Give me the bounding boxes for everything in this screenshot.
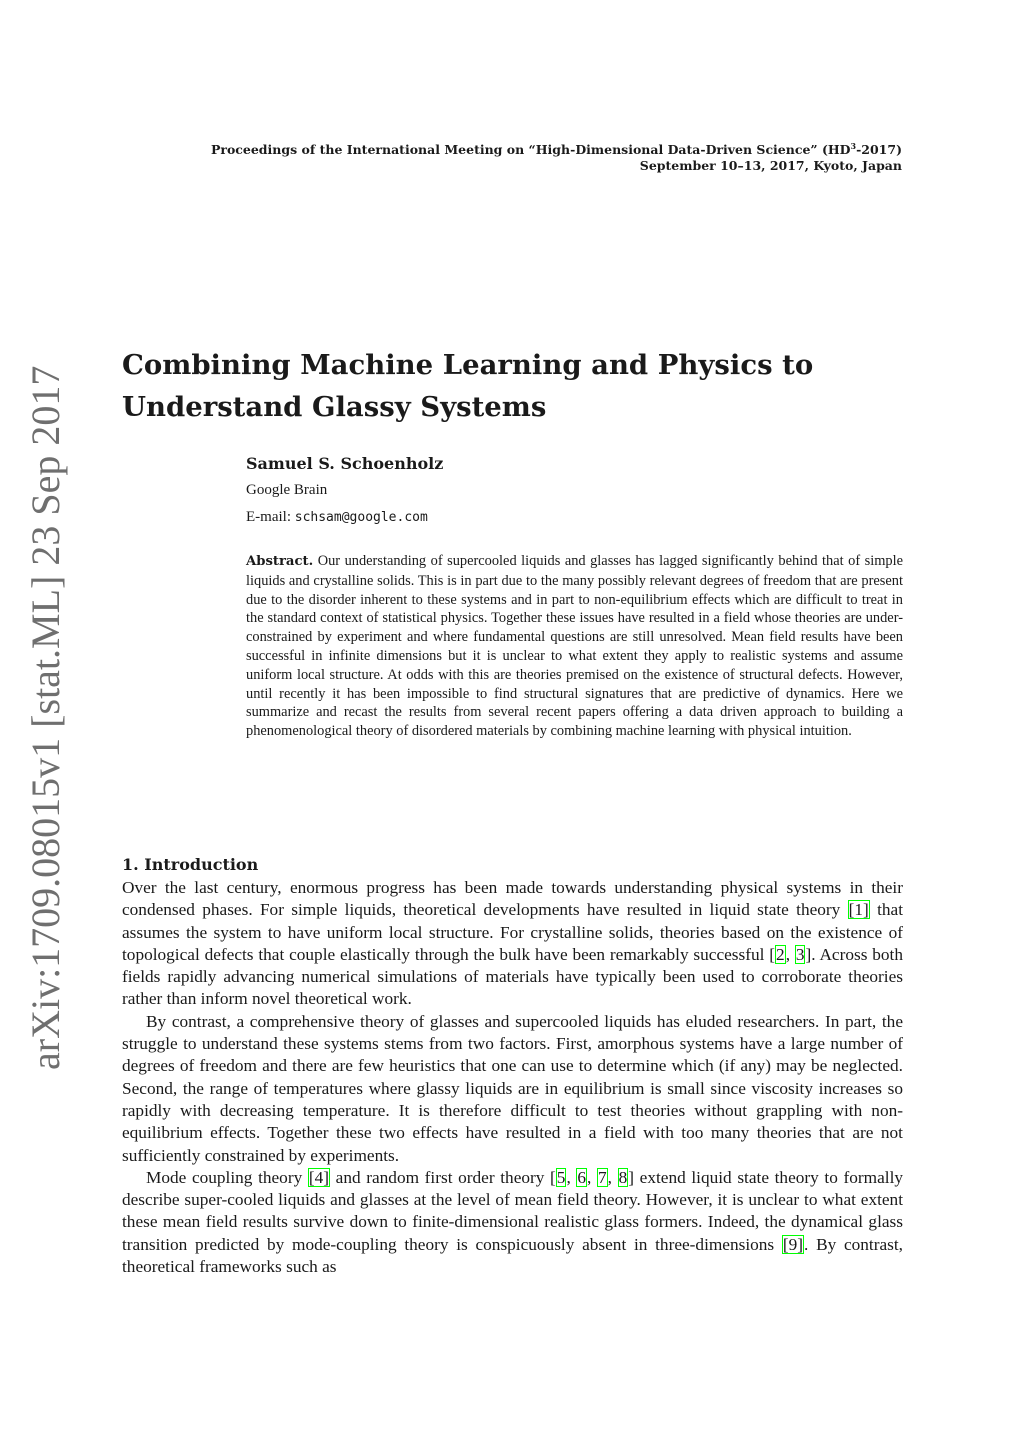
text-run: ]. Across both fields rapidly advancing numerical simulations of materials have typically been used to corroborate theories rather than inform novel theoretical work. bbox=[122, 944, 903, 1009]
email-address[interactable]: schsam@google.com bbox=[294, 510, 428, 525]
section-heading: 1. Introduction bbox=[122, 855, 259, 874]
citation-link[interactable]: [4] bbox=[308, 1167, 330, 1187]
citation-link[interactable]: 8 bbox=[618, 1167, 628, 1187]
intro-paragraph-1 bbox=[122, 877, 903, 1011]
text-run: ] extend liquid state theory to formally describe super-cooled liquids and glasses at the level of mean field theory. However, it is unclear to what extent these mean field results survive down to finite-dimensional realistic glass formers. Indeed, the dynamical glass transition predicted by mode-coupling theory is conspicuously absent in three-dimensions bbox=[122, 1167, 904, 1254]
author-name: Samuel S. Schoenholz bbox=[246, 454, 444, 473]
intro-paragraph-2: By contrast, a comprehensive theory of glasses and supercooled liquids has eluded researchers. In part, the struggle to understand these systems stems from two factors. First, amorphous systems have a large number of degrees of freedom and there are few heuristics that one can use to determine which (if any) may be neglected. Second, the range of temperatures where glassy liquids are in equilibrium is small since viscosity increases so rapidly with decreasing temperature. It is therefore difficult to test theories without grappling with non-equilibrium effects. Together these two effects have resulted in a field with too many theories that are not sufficiently constrained by experiments. bbox=[122, 1011, 903, 1165]
text-run: , bbox=[566, 1167, 577, 1187]
citation-link[interactable]: 2 bbox=[776, 944, 785, 964]
citation-link[interactable]: 5 bbox=[556, 1167, 566, 1187]
abstract bbox=[246, 552, 903, 741]
text-run: Over the last century, enormous progress has been made towards understanding physical systems in their condensed phases. For simple liquids, theoretical developments have resulted in liquid state theory bbox=[122, 878, 903, 920]
author-email-line bbox=[246, 508, 906, 527]
text-run: Mode coupling theory bbox=[146, 1167, 308, 1187]
proceedings-line-1 bbox=[122, 142, 902, 158]
text-run: , bbox=[607, 1167, 618, 1187]
text-run: . By contrast, theoretical frameworks such as bbox=[122, 1234, 903, 1277]
intro-paragraph-3 bbox=[122, 1167, 903, 1278]
email-label: E-mail: bbox=[246, 509, 291, 525]
citation-link[interactable]: 7 bbox=[598, 1167, 607, 1187]
introduction-section bbox=[122, 855, 903, 1278]
citation-link[interactable]: [9] bbox=[782, 1234, 804, 1254]
arxiv-identifier-stamp: arXiv:1709.08015v1 [stat.ML] 23 Sep 2017 bbox=[23, 365, 68, 1070]
citation-link[interactable]: [1] bbox=[848, 900, 869, 920]
author-block bbox=[246, 453, 906, 527]
proceedings-superscript: 3 bbox=[850, 141, 857, 151]
proceedings-text-b: -2017) bbox=[856, 142, 902, 157]
proceedings-line-2: September 10–13, 2017, Kyoto, Japan bbox=[639, 158, 902, 173]
text-run: that assumes the system to have uniform local structure. For crystalline solids, theories based on the existence of topological defects that couple elastically through the bulk have been remarkably successful [ bbox=[122, 900, 904, 964]
proceedings-header bbox=[122, 142, 902, 174]
abstract-text: Our understanding of supercooled liquids and glasses has lagged significantly behind that of simple liquids and crystalline solids. This is in part due to the many possibly relevant degrees of freedom that are present due to the disorder inherent to these systems and in part to non-equilibrium effects which are difficult to treat in the standard context of statistical physics. Together these issues have resulted in a field whose theories are under-constrained by experiment and where fundamental questions are still unresolved. Mean field results have been successful in infinite dimensions but it is unclear to what extent they apply to realistic systems and assume uniform local structure. At odds with this are theories premised on the existence of structural defects. However, until recently it has been impossible to find structural signatures that are predictive of dynamics. Here we summarize and recast the results from several recent papers offering a data driven approach to building a phenomenological theory of disordered materials by combining machine learning with physical intuition. bbox=[246, 553, 903, 740]
abstract-label: Abstract. bbox=[246, 554, 314, 569]
author-affiliation: Google Brain bbox=[246, 482, 328, 498]
citation-link[interactable]: 3 bbox=[795, 944, 805, 964]
proceedings-text-a: Proceedings of the International Meeting on “High-Dimensional Data-Driven Science” (HD bbox=[210, 142, 851, 157]
text-run: and random first order theory [ bbox=[330, 1167, 556, 1187]
citation-link[interactable]: 6 bbox=[577, 1167, 587, 1187]
paper-title: Combining Machine Learning and Physics to Understand Glassy Systems bbox=[122, 349, 814, 423]
text-run: , bbox=[587, 1167, 598, 1187]
text-run: , bbox=[785, 944, 795, 964]
